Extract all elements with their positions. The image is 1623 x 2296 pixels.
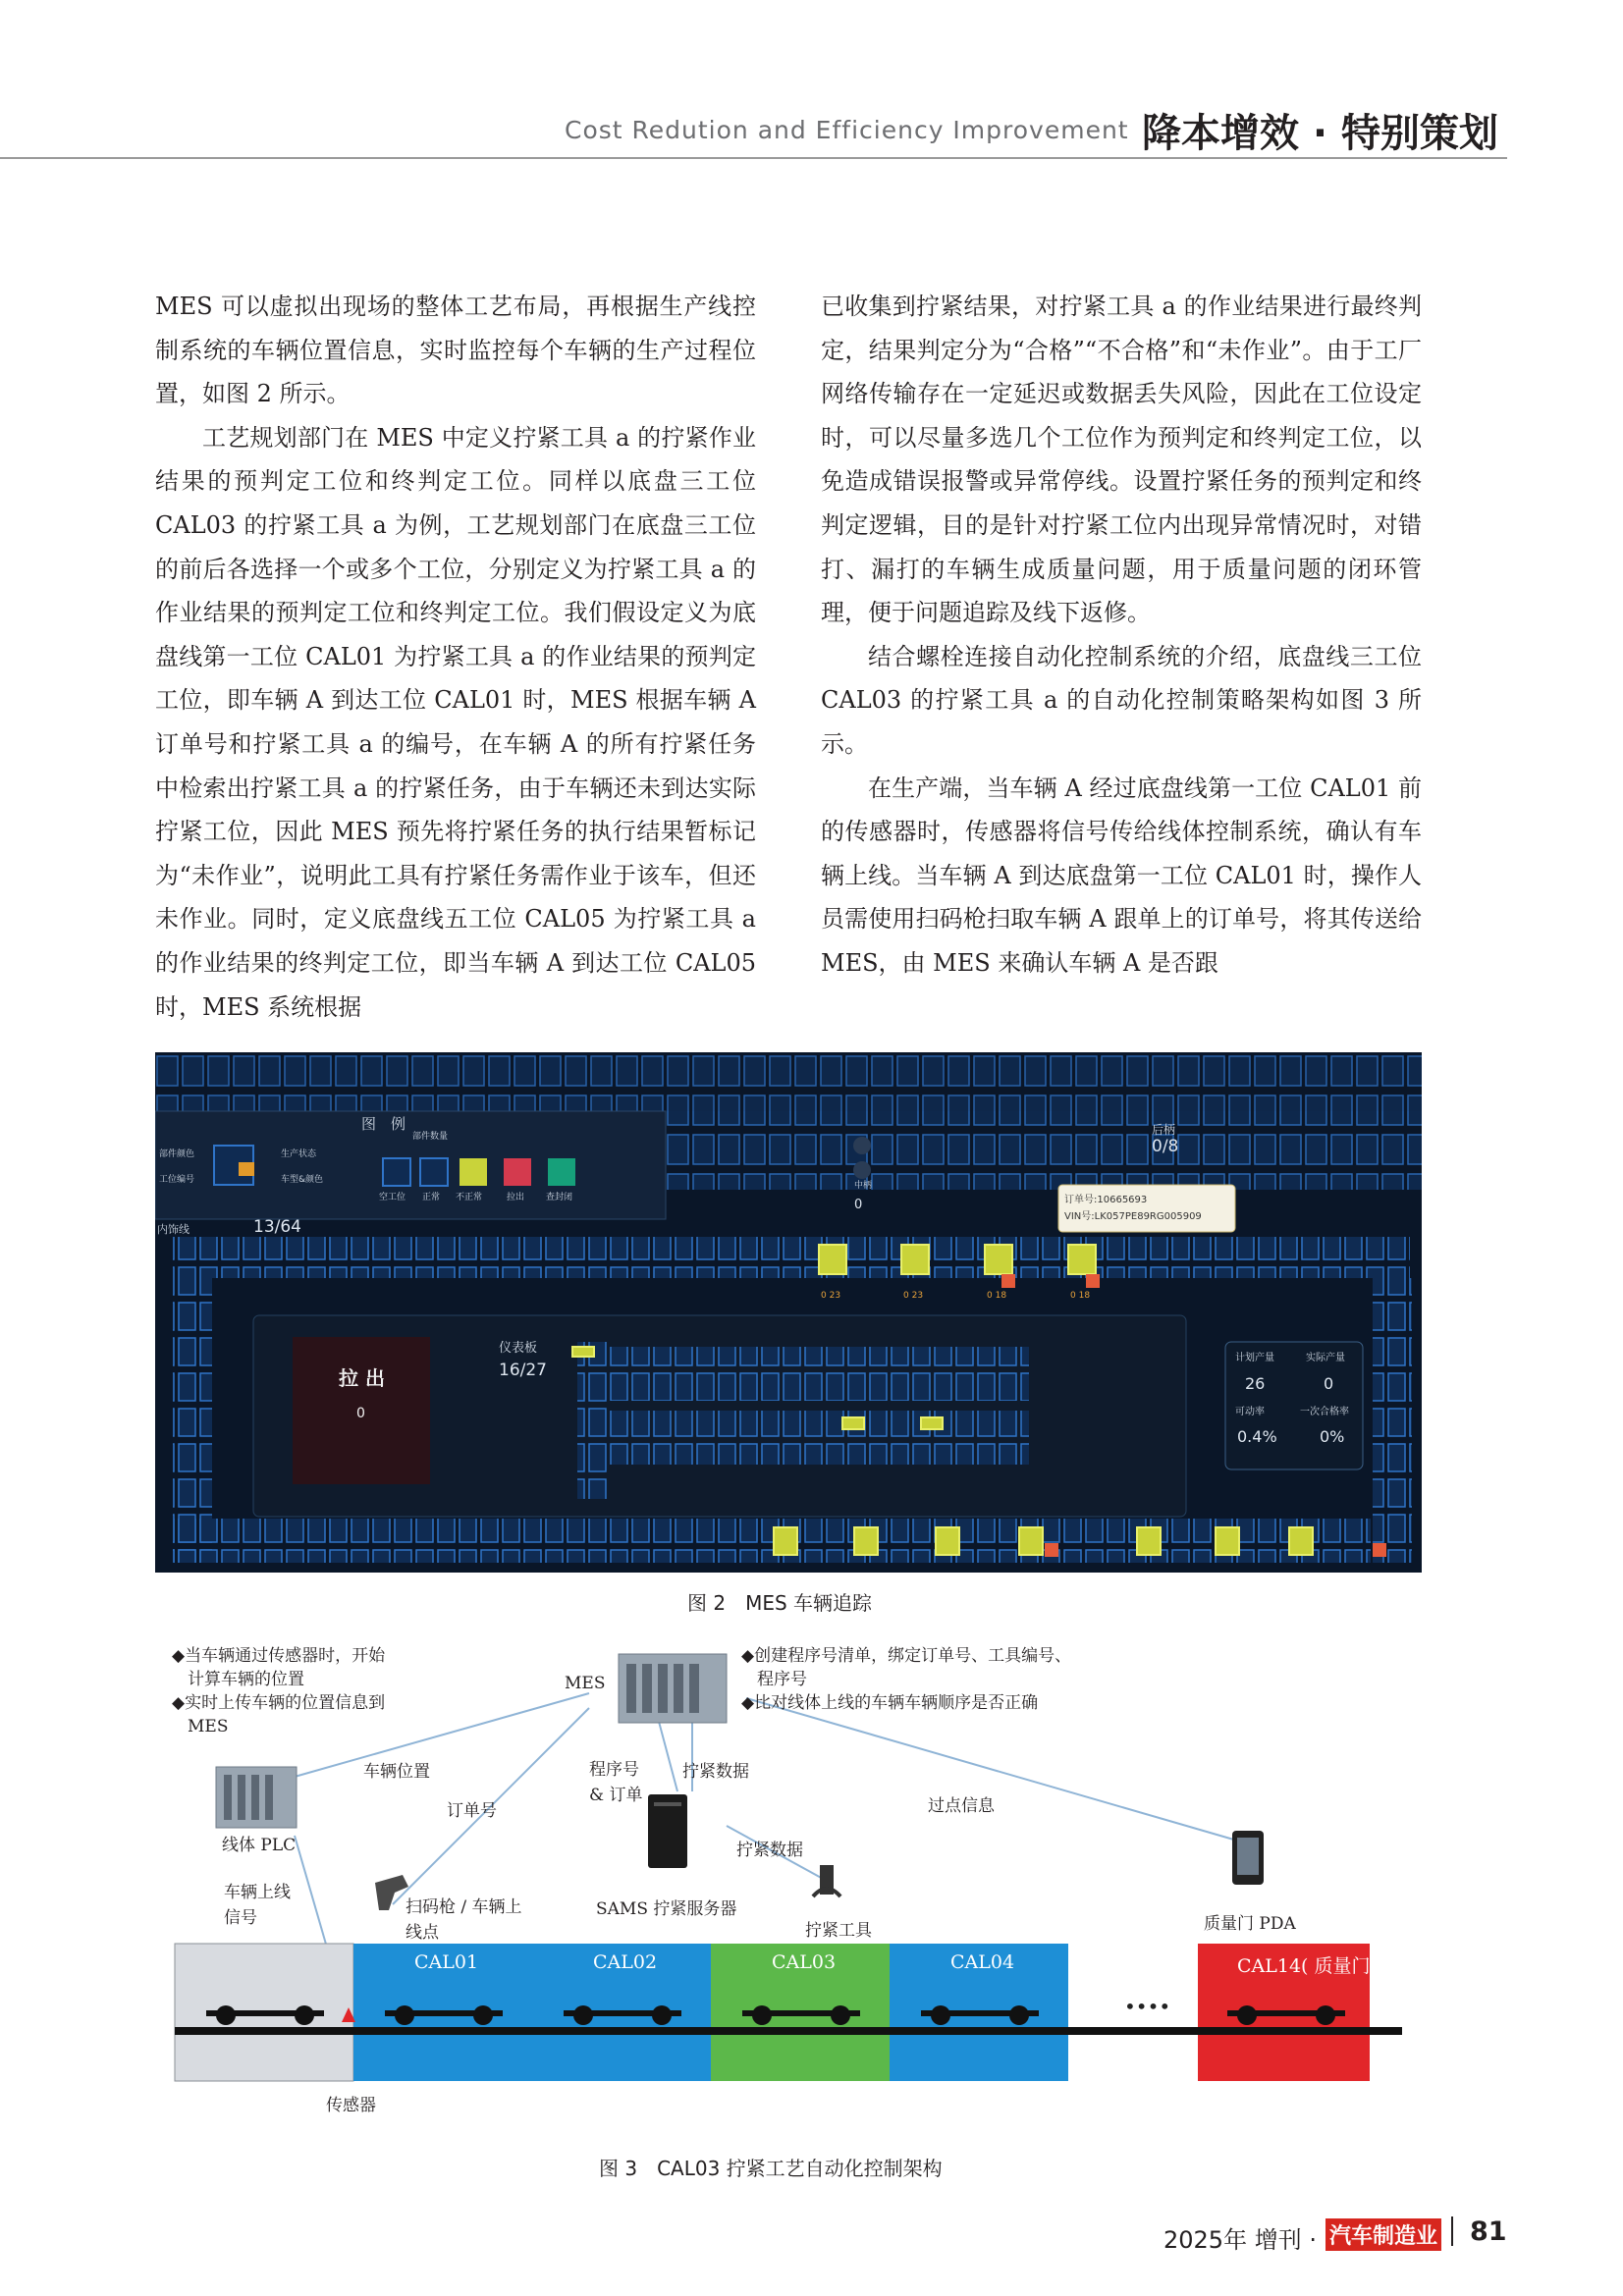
header-divider: [0, 157, 1507, 159]
tighten-data-label: 拧紧数据: [682, 1762, 749, 1782]
pull-out-label: 拉 出: [339, 1366, 385, 1390]
pull-out-value: 0: [356, 1406, 365, 1421]
ellipsis: ••••: [1124, 1995, 1171, 2018]
header-english-title: Cost Redution and Efficiency Improvement: [565, 116, 1129, 144]
sams-server-label: SAMS 拧紧服务器: [596, 1899, 737, 1919]
legend-item: 正常: [422, 1193, 441, 1202]
stat-value: 0: [1324, 1374, 1334, 1393]
figure3-caption: 图 3 CAL03 拧紧工艺自动化控制架构: [599, 2157, 943, 2180]
mid-count: 0: [854, 1198, 863, 1212]
mes-tracking-screenshot: [155, 1052, 1422, 1573]
cell-small-label: 0 18: [987, 1291, 1007, 1301]
rear-count: 0/8: [1152, 1137, 1179, 1156]
legend-item: 拉出: [507, 1193, 525, 1202]
signal-line: 信号: [224, 1908, 257, 1928]
stat-value: 0.4%: [1237, 1427, 1277, 1446]
legend-item: 查封闭: [546, 1193, 573, 1202]
note-line: 程序号: [757, 1670, 807, 1689]
tooltip-vin: VIN号:LK057PE89RG005909: [1064, 1211, 1202, 1222]
architecture-diagram: [157, 1629, 1424, 2140]
legend-right-label: 车型&颜色: [281, 1175, 324, 1185]
legend-title: 图 例: [361, 1115, 406, 1133]
mes-dashboard-graphic: [155, 1052, 1422, 1573]
rear-label: 后柄: [1152, 1123, 1176, 1137]
plc-label: 线体 PLC: [222, 1836, 297, 1855]
stat-label: 计划产量: [1235, 1353, 1274, 1363]
note-line: MES: [188, 1717, 229, 1736]
right-column: [821, 285, 1422, 986]
mes-label: MES: [565, 1674, 606, 1693]
paragraph: 结合螺栓连接自动化控制系统的介绍，底盘线三工位 CAL03 的拧紧工具 a 的自动化控制策略架构如图 3 所示。: [821, 642, 1422, 758]
cell-small-label: 0 23: [821, 1291, 841, 1301]
vehicle-signal-label: [224, 1880, 291, 1931]
stat-value: 0%: [1320, 1427, 1345, 1446]
dashboard-count: 16/27: [499, 1361, 547, 1380]
note-line: ◆创建程序号清单，绑定订单号、工具编号、: [741, 1646, 1072, 1666]
note-line: ◆当车辆通过传感器时，开始: [172, 1646, 386, 1666]
stat-value: 26: [1245, 1374, 1266, 1393]
paragraph: 在生产端，当车辆 A 经过底盘线第一工位 CAL01 前的传感器时，传感器将信号传给线体控制系统，确认有车辆上线。当车辆 A 到达底盘第一工位 CAL01 时，操作人员需使用扫码枪扫取车辆 A 跟单上的订单号，将其传送给 MES，由 MES 来确认车辆 A 是否跟: [821, 774, 1422, 977]
stat-label: 实际产量: [1306, 1353, 1345, 1363]
sensor-label: 传感器: [326, 2096, 376, 2115]
station-label: CAL03: [772, 1951, 837, 1973]
dashboard-label: 仪表板: [499, 1341, 538, 1356]
stat-label: 一次合格率: [1300, 1407, 1349, 1417]
note-line: ◆实时上传车辆的位置信息到: [172, 1693, 386, 1713]
vehicle-position-label: 车辆位置: [363, 1762, 430, 1782]
tighten-data-label-2: 拧紧数据: [736, 1841, 803, 1860]
line-count: 13/64: [253, 1217, 301, 1237]
line-label: 内饰线: [157, 1223, 189, 1236]
paragraph: 工艺规划部门在 MES 中定义拧紧工具 a 的拧紧作业结果的预判定工位和终判定工位。同样以底盘三工位 CAL03 的拧紧工具 a 为例，工艺规划部门在底盘三工位的前后各选择一个或多个工位，分别定义为拧紧工具 a 的作业结果的预判定工位和终判定工位。我们假设定义为底盘线第一工位 CAL01 为拧紧工具 a 的作业结果的预判定工位，即车辆 A 到达工位 CAL01 时，MES 根据车辆 A 订单号和拧紧工具 a 的编号，在车辆 A 的所有拧紧任务中检索出拧紧工具 a 的拧紧任务，由于车辆还未到达实际拧紧工位，因此 MES 预先将拧紧任务的执行结果暂标记为“未作业”，说明此工具有拧紧任务需作业于该车，但还未作业。同时，定义底盘线五工位 CAL05 为拧紧工具 a 的作业结果的终判定工位，即当车辆 A 到达工位 CAL05 时，MES 系统根据: [155, 423, 756, 1021]
signal-line: 车辆上线: [224, 1883, 291, 1902]
legend-left-label: 工位编号: [159, 1175, 195, 1185]
tool-label: 拧紧工具: [805, 1921, 872, 1941]
cell-small-label: 0 23: [903, 1291, 924, 1301]
station-label: CAL02: [593, 1951, 658, 1973]
left-column: [155, 285, 756, 1029]
stat-label: 可动率: [1235, 1407, 1265, 1417]
footer-brand: 汽车制造业: [1325, 2218, 1441, 2251]
program-line: 程序号: [589, 1760, 639, 1780]
program-order-label: [589, 1757, 643, 1808]
scanner-label: [406, 1895, 522, 1946]
pda-label: 质量门 PDA: [1204, 1914, 1296, 1934]
page-number: 81: [1470, 2216, 1507, 2247]
legend-left-label: 部件颜色: [159, 1149, 195, 1159]
legend-right-label: 生产状态: [281, 1149, 317, 1159]
note-right: [741, 1644, 1071, 1715]
order-number-label: 订单号: [447, 1801, 497, 1821]
legend-item: 空工位: [379, 1193, 406, 1202]
header-chinese-title: 降本增效 · 特别策划: [1142, 111, 1499, 156]
scanner-line: 扫码枪 / 车辆上: [406, 1897, 522, 1917]
note-line: 计算车辆的位置: [188, 1670, 304, 1689]
pass-info-label: 过点信息: [928, 1796, 995, 1816]
paragraph: 已收集到拧紧结果，对拧紧工具 a 的作业结果进行最终判定，结果判定分为“合格”“不合格”和“未作业”。由于工厂网络传输存在一定延迟或数据丢失风险，因此在工位设定时，可以尽量多选几个工位作为预判定和终判定工位，以免造成错误报警或异常停线。设置拧紧任务的预判定和终判定逻辑，目的是针对拧紧工位内出现异常情况时，对错打、漏打的车辆生成质量问题，用于质量问题的闭环管理，便于问题追踪及线下返修。: [821, 293, 1422, 627]
station-label: CAL04: [950, 1951, 1015, 1973]
figure2-caption: 图 2 MES 车辆追踪: [687, 1591, 873, 1615]
note-line: ◆比对线体上线的车辆车辆顺序是否正确: [741, 1693, 1039, 1713]
tooltip-order: 订单号:10665693: [1064, 1195, 1148, 1205]
footer-issue: 2025年 增刊 ·: [1163, 2226, 1317, 2254]
mid-label: 中柄: [854, 1181, 873, 1191]
program-line: & 订单: [589, 1786, 643, 1805]
station-label: CAL14( 质量门 ): [1237, 1955, 1383, 1977]
cell-small-label: 0 18: [1070, 1291, 1091, 1301]
paragraph: MES 可以虚拟出现场的整体工艺布局，再根据生产线控制系统的车辆位置信息，实时监控每个车辆的生产过程位置，如图 2 所示。: [155, 293, 756, 408]
legend-item: 不正常: [456, 1193, 483, 1202]
legend-count-label: 部件数量: [412, 1132, 449, 1142]
station-label: CAL01: [414, 1951, 479, 1973]
scanner-line: 线点: [406, 1923, 439, 1943]
footer-divider: [1451, 2216, 1453, 2246]
note-left: [172, 1644, 385, 1738]
